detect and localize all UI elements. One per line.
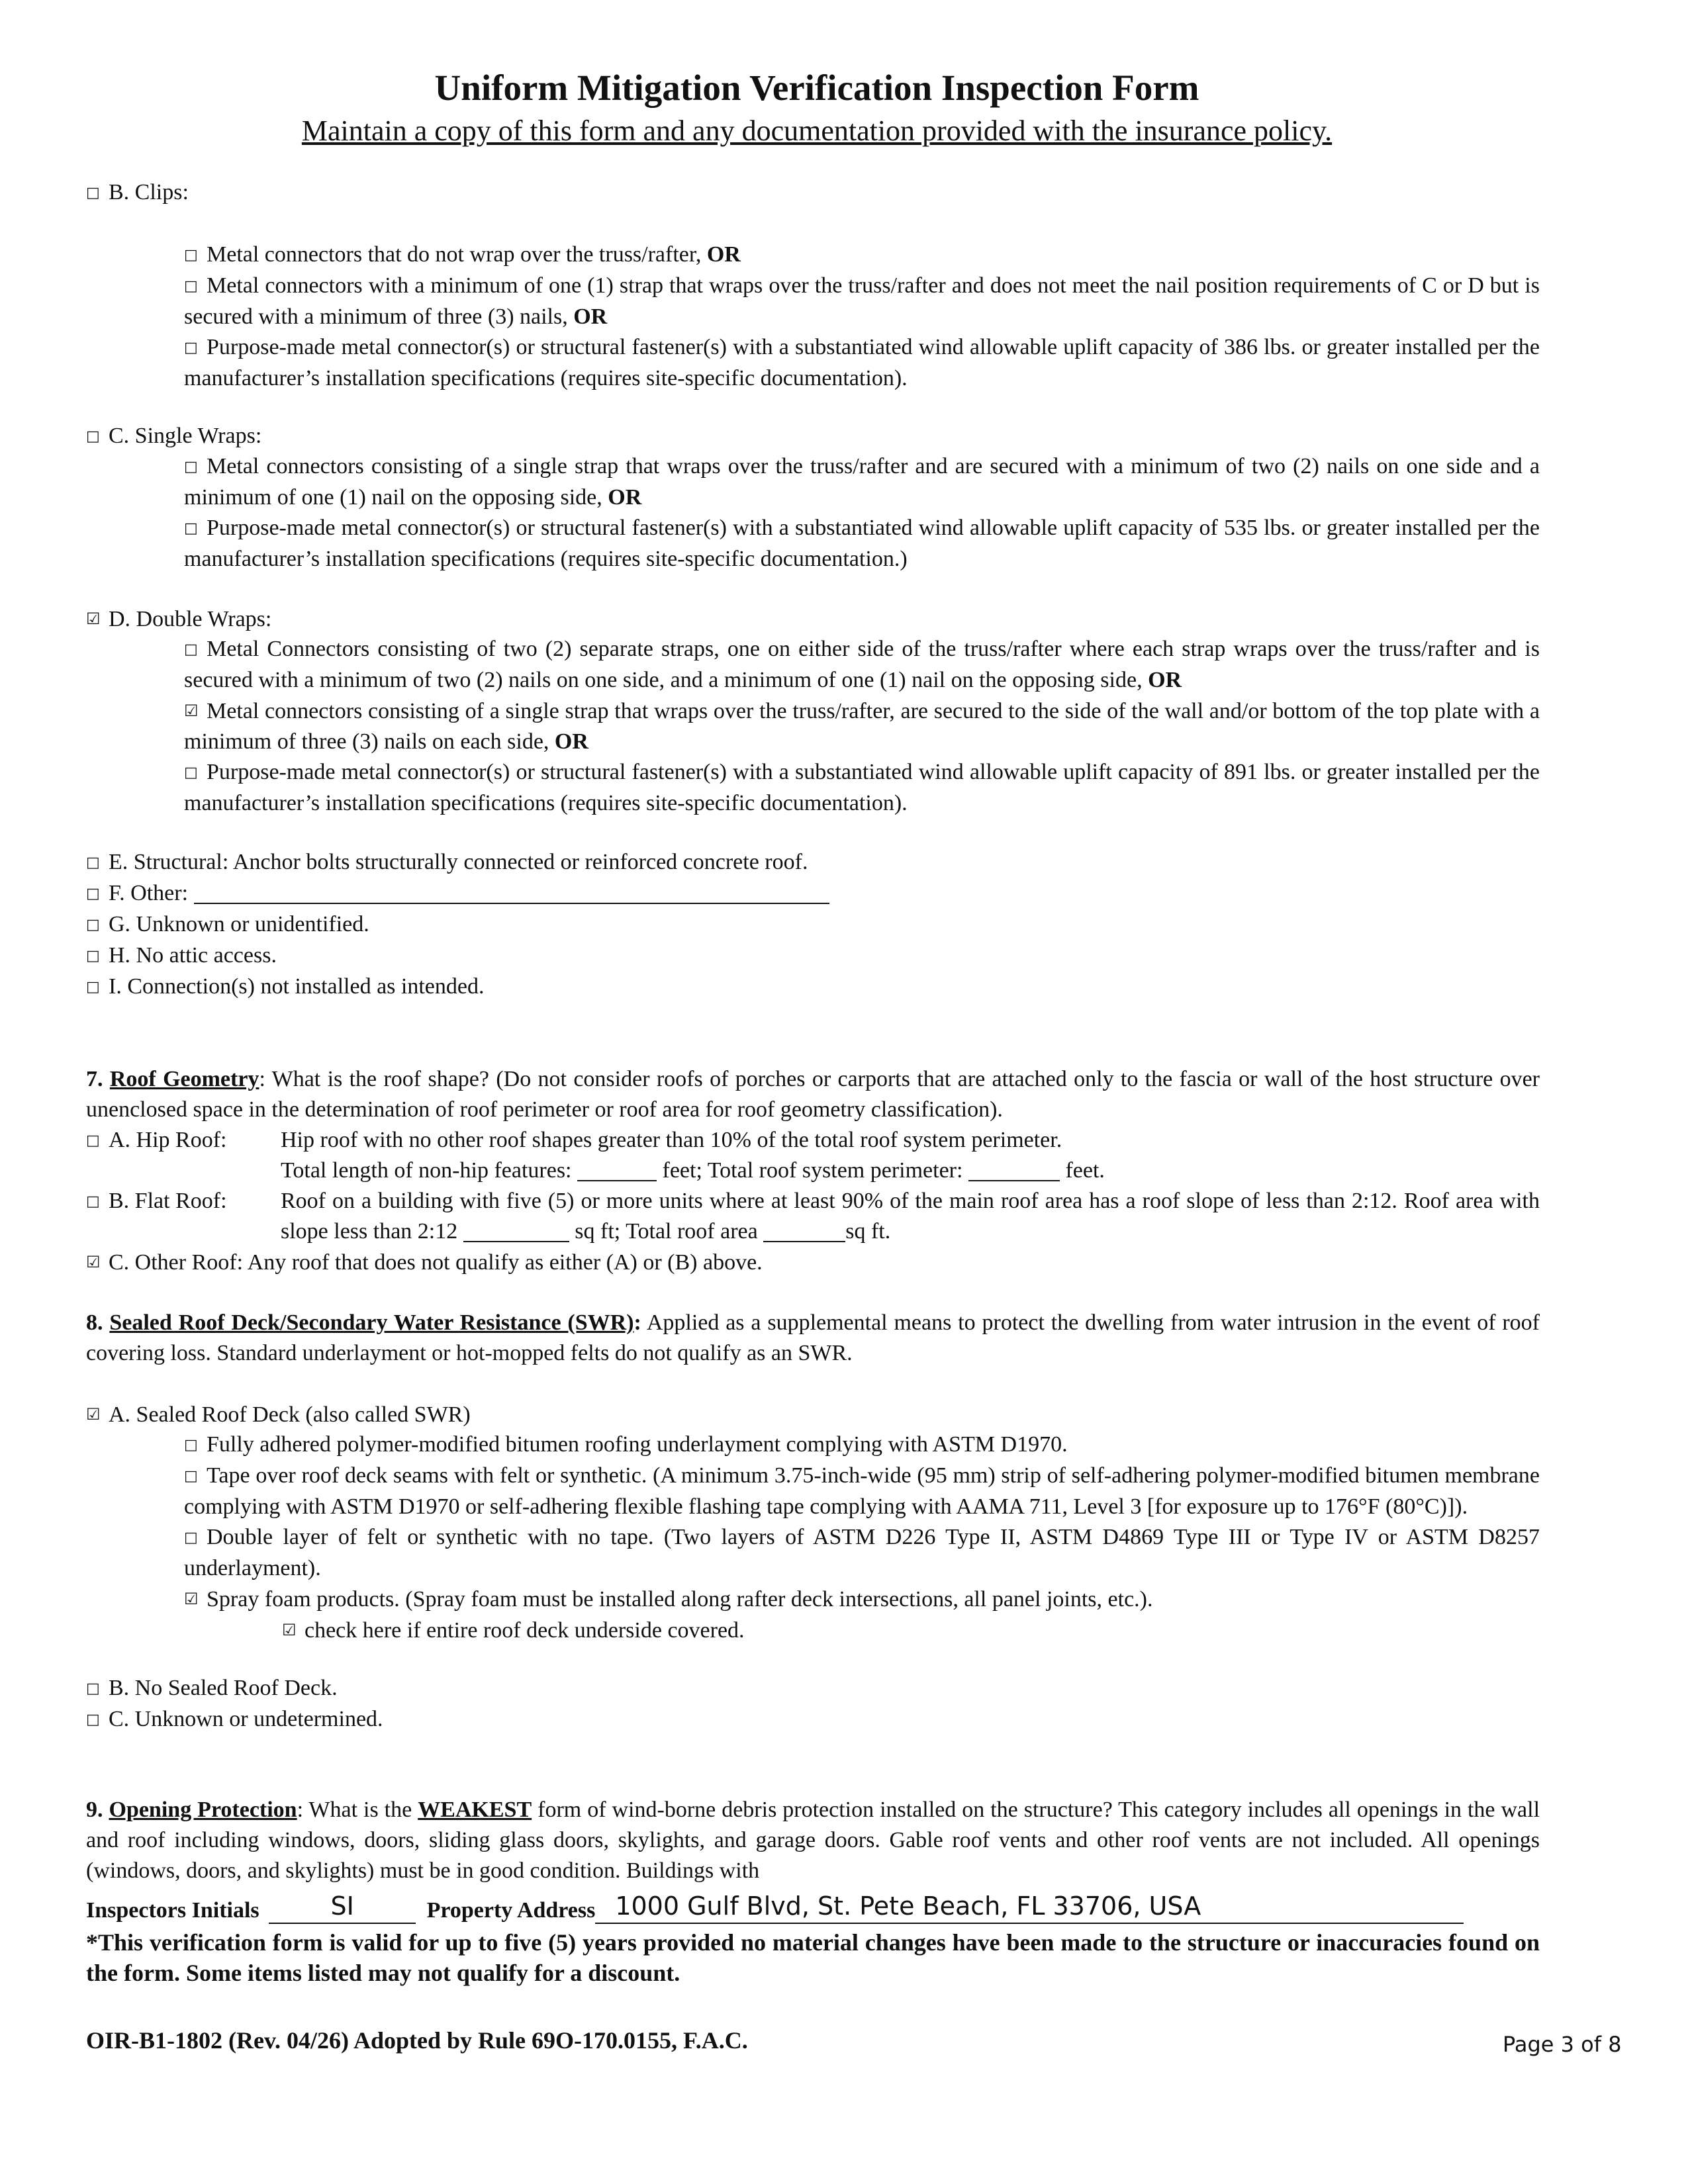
not-installed-checkbox[interactable]: □ bbox=[86, 979, 100, 995]
form-title: Uniform Mitigation Verification Inspection Form bbox=[434, 68, 1199, 108]
roof-geometry-question: 7. Roof Geometry: What is the roof shape? (Do not consider roofs of porches or carports that are attached only to the fascia or wall of the host structure over unenclosed space in the determination of roof perimeter or roof area for roof geometry classification). bbox=[86, 1067, 1540, 1122]
other-roof-checkbox[interactable]: ☑ bbox=[86, 1253, 101, 1271]
hip-roof-option[interactable]: □ A. Hip Roof: bbox=[86, 1125, 227, 1156]
no-attic-checkbox[interactable]: □ bbox=[86, 948, 100, 964]
swr-a4-checkbox[interactable]: ☑ bbox=[184, 1590, 199, 1608]
swr-c-option[interactable]: □ C. Unknown or undetermined. bbox=[86, 1704, 880, 1735]
swr-a-options bbox=[184, 1430, 1540, 1646]
swr-heading: Sealed Roof Deck/Secondary Water Resistance (SWR) bbox=[109, 1310, 634, 1335]
double-wraps-checkbox[interactable]: ☑ bbox=[86, 610, 101, 628]
inspector-address-row bbox=[86, 1891, 1464, 1926]
flat-roof-desc: Roof on a building with five (5) or more units where at least 90% of the main roof area has a roof slope of less than 2:12. Roof area with slope less than 2:12 sq ft; Total roof area sq ft. bbox=[281, 1189, 1540, 1244]
initials-label: Inspectors Initials bbox=[86, 1898, 259, 1923]
flat-roof-option[interactable]: □ B. Flat Roof: bbox=[86, 1186, 227, 1217]
page-number: Page 3 of 8 bbox=[1503, 2032, 1622, 2057]
non-hip-length-input[interactable] bbox=[577, 1158, 657, 1181]
initials-value: SI bbox=[330, 1891, 354, 1921]
single-opt2[interactable]: □ Purpose-made metal connector(s) or structural fastener(s) with a substantiated wind allowable uplift capacity of 535 lbs. or greater installed per the manufacturer’s installation specifications (requires site-specific documentation.) bbox=[184, 513, 1540, 574]
unknown-option[interactable]: □ G. Unknown or unidentified. bbox=[86, 909, 1542, 940]
weakest-emphasis: WEAKEST bbox=[418, 1797, 532, 1822]
swr-a4-sub-checkbox[interactable]: ☑ bbox=[282, 1621, 297, 1639]
double-wraps-options bbox=[184, 634, 1540, 819]
double-wraps-option[interactable] bbox=[86, 604, 271, 635]
swr-a2-checkbox[interactable]: □ bbox=[184, 1468, 198, 1484]
clips-opt2-checkbox[interactable]: □ bbox=[184, 278, 198, 295]
form-subtitle: Maintain a copy of this form and any documentation provided with the insurance policy. bbox=[301, 114, 1333, 147]
swr-c-checkbox[interactable]: □ bbox=[86, 1711, 100, 1728]
swr-a-option[interactable]: ☑ A. Sealed Roof Deck (also called SWR) bbox=[86, 1399, 471, 1430]
structural-option[interactable]: □ E. Structural: Anchor bolts structurally connected or reinforced concrete roof. bbox=[86, 847, 1542, 878]
hip-roof-lengths: Total length of non-hip features: feet; Total roof system perimeter: feet. bbox=[281, 1158, 1105, 1183]
clips-label: B. Clips: bbox=[109, 180, 189, 205]
address-label: Property Address bbox=[426, 1898, 596, 1923]
clips-opt1[interactable]: □ Metal connectors that do not wrap over the truss/rafter, OR bbox=[184, 240, 1540, 271]
roof-perimeter-input[interactable] bbox=[968, 1158, 1060, 1181]
single-opt2-checkbox[interactable]: □ bbox=[184, 520, 198, 537]
total-roof-area-input[interactable] bbox=[763, 1218, 845, 1242]
single-opt1-checkbox[interactable]: □ bbox=[184, 459, 198, 475]
hip-roof-checkbox[interactable]: □ bbox=[86, 1132, 100, 1149]
other-checkbox[interactable]: □ bbox=[86, 886, 100, 902]
clips-opt3[interactable]: □ Purpose-made metal connector(s) or structural fastener(s) with a substantiated wind allowable uplift capacity of 386 lbs. or greater installed per the manufacturer’s installation specifications (requires site-specific documentation). bbox=[184, 332, 1540, 394]
swr-a-checkbox[interactable]: ☑ bbox=[86, 1405, 101, 1424]
single-wraps-label: C. Single Wraps: bbox=[109, 424, 262, 448]
clips-opt1-checkbox[interactable]: □ bbox=[184, 247, 198, 263]
swr-other-options bbox=[86, 1673, 880, 1735]
swr-question: 8. Sealed Roof Deck/Secondary Water Resistance (SWR): Applied as a supplemental means to protect the dwelling from water intrusion in the event of roof covering loss. Standard underlayment or hot-mopped felts do not qualify as an SWR. bbox=[86, 1310, 1540, 1365]
swr-a1-option[interactable]: □ Fully adhered polymer-modified bitumen roofing underlayment complying with ASTM D1970. bbox=[184, 1430, 1540, 1461]
connection-misc-options bbox=[86, 847, 1542, 1003]
hip-roof-desc: Hip roof with no other roof shapes greater than 10% of the total roof system perimeter. bbox=[281, 1128, 1062, 1152]
double-opt2-checkbox[interactable]: ☑ bbox=[184, 702, 199, 720]
opening-protection-question: 9. Opening Protection: What is the WEAKEST form of wind-borne debris protection installed on the structure? This category includes all openings in the wall and roof including windows, doors, sliding glass doors, skylights, and garage doors. Gable roof vents and other roof vents are not included. All openings (windows, doors, and skylights) must be in good condition. Buildings with bbox=[86, 1797, 1540, 1883]
swr-a1-checkbox[interactable]: □ bbox=[184, 1437, 198, 1453]
no-attic-option[interactable]: □ H. No attic access. bbox=[86, 940, 1542, 972]
opening-protection-heading: Opening Protection bbox=[109, 1797, 297, 1822]
swr-a2-option[interactable]: □ Tape over roof deck seams with felt or synthetic. (A minimum 3.75-inch-wide (95 mm) strip of self-adhering polymer-modified bitumen membrane complying with ASTM D1970 or self-adhering flexible flashing tape complying with AAMA 711, Level 3 [for exposure up to 176°F (80°C)]). bbox=[184, 1461, 1540, 1522]
clips-opt3-checkbox[interactable]: □ bbox=[184, 340, 198, 356]
swr-a3-option[interactable]: □ Double layer of felt or synthetic with no tape. (Two layers of ASTM D226 Type II, ASTM D4869 Type III or Type IV or ASTM D8257 underlayment). bbox=[184, 1522, 1540, 1584]
swr-b-checkbox[interactable]: □ bbox=[86, 1680, 100, 1697]
single-opt1[interactable]: □ Metal connectors consisting of a single strap that wraps over the truss/rafter and are secured with a minimum of two (2) nails on one side and a minimum of one (1) nail on the opposing side, OR bbox=[184, 451, 1540, 513]
single-wraps-checkbox[interactable]: □ bbox=[86, 428, 100, 445]
clips-opt2[interactable]: □ Metal connectors with a minimum of one (1) strap that wraps over the truss/rafter and does not meet the nail position requirements of C or D but is secured with a minimum of three (3) nails, OR bbox=[184, 271, 1540, 332]
flat-roof-checkbox[interactable]: □ bbox=[86, 1193, 100, 1210]
clips-checkbox[interactable]: □ bbox=[86, 185, 100, 201]
double-wraps-label: D. Double Wraps: bbox=[109, 607, 272, 631]
single-wraps-option[interactable] bbox=[86, 421, 261, 452]
other-option[interactable]: □ F. Other: bbox=[86, 878, 1542, 909]
address-field[interactable] bbox=[595, 1891, 1464, 1924]
form-id: OIR-B1-1802 (Rev. 04/26) Adopted by Rule 69O-170.0155, F.A.C. bbox=[86, 2027, 748, 2054]
structural-checkbox[interactable]: □ bbox=[86, 854, 100, 871]
initials-field[interactable] bbox=[269, 1891, 416, 1924]
unknown-checkbox[interactable]: □ bbox=[86, 917, 100, 933]
validity-notice: *This verification form is valid for up to five (5) years provided no material changes have been made to the structure or inaccuracies found on the form. Some items listed may not qualify for a discount. bbox=[86, 1929, 1540, 1986]
double-opt1-checkbox[interactable]: □ bbox=[184, 641, 198, 658]
double-opt2[interactable]: ☑ Metal connectors consisting of a single strap that wraps over the truss/rafter, are secured to the side of the wall and/or bottom of the top plate with a minimum of three (3) nails on each side, OR bbox=[184, 696, 1540, 757]
swr-a3-checkbox[interactable]: □ bbox=[184, 1529, 198, 1546]
other-roof-option[interactable]: ☑ C. Other Roof: Any roof that does not qualify as either (A) or (B) above. bbox=[86, 1247, 763, 1278]
other-input[interactable] bbox=[194, 880, 829, 904]
address-value: 1000 Gulf Blvd, St. Pete Beach, FL 33706, USA bbox=[615, 1891, 1201, 1921]
swr-a4-option[interactable]: ☑ Spray foam products. (Spray foam must be installed along rafter deck intersections, all panel joints, etc.). bbox=[184, 1584, 1540, 1615]
swr-a4-sub-option[interactable]: ☑ check here if entire roof deck underside covered. bbox=[184, 1615, 1540, 1646]
double-opt3-checkbox[interactable]: □ bbox=[184, 764, 198, 781]
clips-options bbox=[184, 240, 1540, 394]
not-installed-option[interactable]: □ I. Connection(s) not installed as intended. bbox=[86, 972, 1542, 1003]
double-opt3[interactable]: □ Purpose-made metal connector(s) or structural fastener(s) with a substantiated wind allowable uplift capacity of 891 lbs. or greater installed per the manufacturer’s installation specifications (requires site-specific documentation). bbox=[184, 757, 1540, 819]
clips-option[interactable] bbox=[86, 177, 189, 208]
double-opt1[interactable]: □ Metal Connectors consisting of two (2) separate straps, one on either side of the truss/rafter where each strap wraps over the truss/rafter and is secured with a minimum of two (2) nails on one side, and a minimum of one (1) nail on the opposing side, OR bbox=[184, 634, 1540, 696]
single-wraps-options bbox=[184, 451, 1540, 574]
swr-b-option[interactable]: □ B. No Sealed Roof Deck. bbox=[86, 1673, 880, 1704]
roof-geometry-heading: Roof Geometry bbox=[109, 1067, 259, 1091]
low-slope-area-input[interactable] bbox=[463, 1218, 569, 1242]
